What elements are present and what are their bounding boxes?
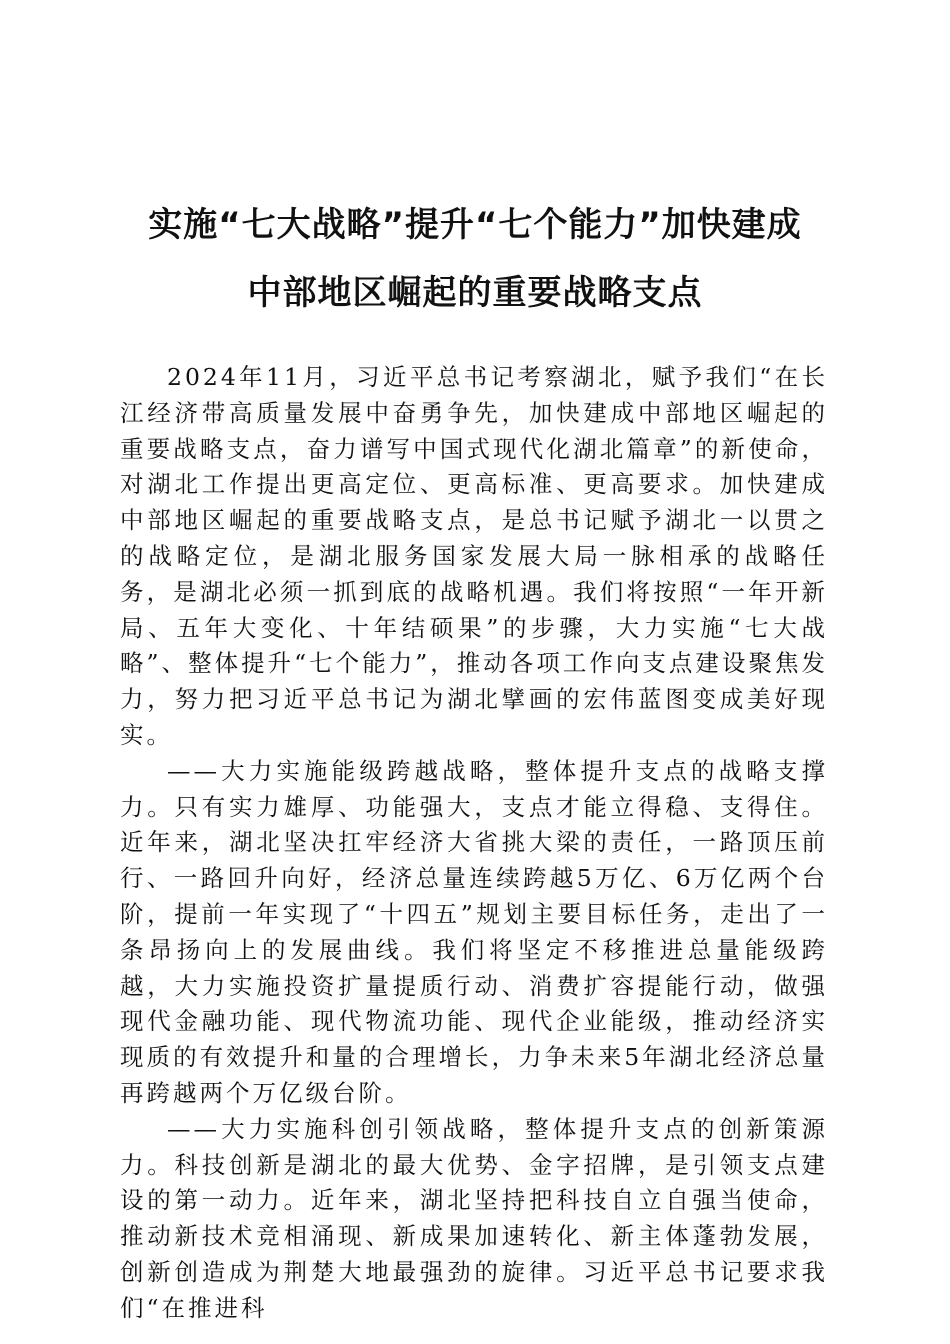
paragraph-strategy-2: ——大力实施科创引领战略，整体提升支点的创新策源力。科技创新是湖北的最大优势、金字招牌，是引领支点建设的第一动力。近年来，湖北坚持把科技自立自强当使命，推动新技术竞相涌现、新成果加速转化、新主体蓬勃发展，创新创造成为荆楚大地最强劲的旋律。习近平总书记要求我们“在推进科 xyxy=(120,1114,828,1322)
document-title-line-2: 中部地区崛起的重要战略支点 xyxy=(247,273,703,313)
paragraph-strategy-1: ——大力实施能级跨越战略，整体提升支点的战略支撑力。只有实力雄厚、功能强大，支点才能立得稳、支得住。近年来，湖北坚决扛牢经济大省挑大梁的责任，一路顶压前行、一路回升向好，经济总量连续跨越5万亿、6万亿两个台阶，提前一年实现了“十四五”规划主要目标任务，走出了一条昂扬向上的发展曲线。我们将坚定不移推进总量能级跨越，大力实施投资扩量提质行动、消费扩容提能行动，做强现代金融功能、现代物流功能、现代企业能级，推动经济实现质的有效提升和量的合理增长，力争未来5年湖北经济总量再跨越两个万亿级台阶。 xyxy=(120,756,828,1107)
document-body xyxy=(120,360,828,1327)
document-title-line-1: 实施“七大战略”提升“七个能力”加快建成 xyxy=(148,205,802,245)
paragraph-intro: 2024年11月，习近平总书记考察湖北，赋予我们“在长江经济带高质量发展中奋勇争先，加快建成中部地区崛起的重要战略支点，奋力谱写中国式现代化湖北篇章”的新使命，对湖北工作提出更高定位、更高标准、更高要求。加快建成中部地区崛起的重要战略支点，是总书记赋予湖北一以贯之的战略定位，是湖北服务国家发展大局一脉相承的战略任务，是湖北必须一抓到底的战略机遇。我们将按照“一年开新局、五年大变化、十年结硕果”的步骤，大力实施“七大战略”、整体提升“七个能力”，推动各项工作向支点建设聚焦发力，努力把习近平总书记为湖北擘画的宏伟蓝图变成美好现实。 xyxy=(120,363,828,749)
